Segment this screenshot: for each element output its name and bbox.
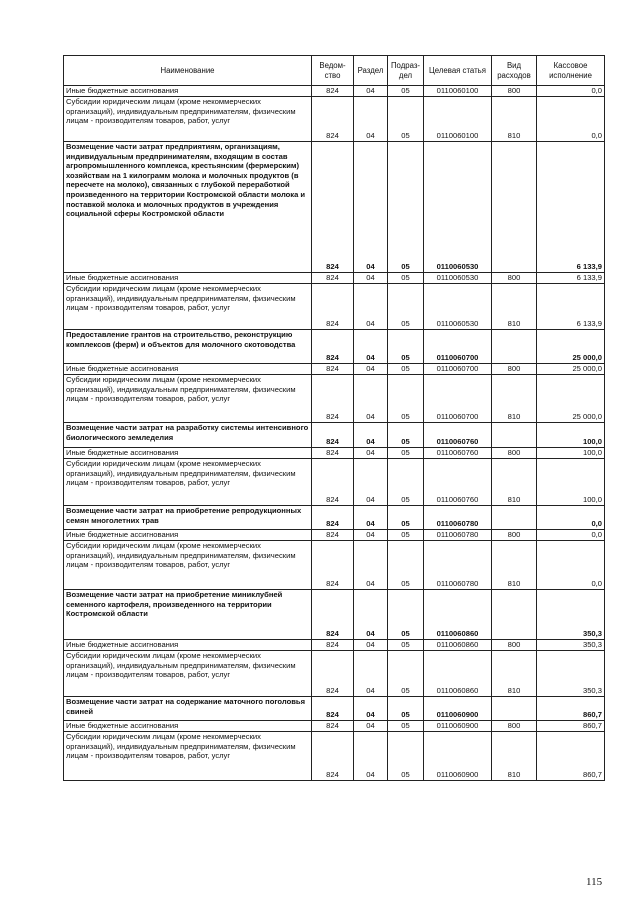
cell-razdel: 04 [354, 423, 388, 448]
table-row [64, 640, 605, 651]
cell-podrazdel: 05 [388, 651, 424, 697]
cell-podrazdel: 05 [388, 423, 424, 448]
cell-name: Субсидии юридическим лицам (кроме некоммерческих организаций), индивидуальным предпринимателям, физическим лицам - производителям товаров, работ, услуг [64, 284, 312, 330]
cell-vid [492, 142, 537, 273]
cell-razdel: 04 [354, 721, 388, 732]
cell-vid: 810 [492, 732, 537, 781]
budget-table [63, 55, 605, 781]
cell-vid: 800 [492, 640, 537, 651]
table-row [64, 732, 605, 781]
cell-razdel: 04 [354, 697, 388, 721]
cell-celevaya: 0110060860 [424, 590, 492, 640]
cell-razdel: 04 [354, 86, 388, 97]
cell-vedom: 824 [312, 423, 354, 448]
cell-celevaya: 0110060900 [424, 721, 492, 732]
header-celevaya: Целевая статья [424, 56, 492, 86]
table-row [64, 651, 605, 697]
table-row [64, 530, 605, 541]
table-row [64, 97, 605, 142]
cell-amount: 25 000,0 [537, 375, 605, 423]
cell-podrazdel: 05 [388, 142, 424, 273]
cell-vid: 800 [492, 364, 537, 375]
header-vedom: Ведом-ство [312, 56, 354, 86]
cell-podrazdel: 05 [388, 273, 424, 284]
cell-celevaya: 0110060760 [424, 459, 492, 506]
table-row [64, 273, 605, 284]
cell-vedom: 824 [312, 330, 354, 364]
cell-vedom: 824 [312, 284, 354, 330]
cell-name: Возмещение части затрат на приобретение миниклубней семенного картофеля, произведенного на территории Костромской области [64, 590, 312, 640]
cell-vedom: 824 [312, 142, 354, 273]
cell-podrazdel: 05 [388, 541, 424, 590]
cell-celevaya: 0110060530 [424, 142, 492, 273]
table-header-row [64, 56, 605, 86]
cell-name: Субсидии юридическим лицам (кроме некоммерческих организаций), индивидуальным предпринимателям, физическим лицам - производителям товаров, работ, услуг [64, 732, 312, 781]
table-row [64, 375, 605, 423]
cell-razdel: 04 [354, 97, 388, 142]
cell-podrazdel: 05 [388, 448, 424, 459]
cell-vedom: 824 [312, 459, 354, 506]
table-row [64, 284, 605, 330]
table-row [64, 541, 605, 590]
cell-razdel: 04 [354, 590, 388, 640]
cell-name: Субсидии юридическим лицам (кроме некоммерческих организаций), индивидуальным предпринимателям, физическим лицам - производителям товаров, работ, услуг [64, 375, 312, 423]
table-row [64, 590, 605, 640]
table-row [64, 86, 605, 97]
cell-vid: 810 [492, 284, 537, 330]
header-razdel: Раздел [354, 56, 388, 86]
cell-podrazdel: 05 [388, 506, 424, 530]
cell-name: Субсидии юридическим лицам (кроме некоммерческих организаций), индивидуальным предпринимателям, физическим лицам - производителям товаров, работ, услуг [64, 651, 312, 697]
cell-vid: 800 [492, 721, 537, 732]
cell-vid [492, 506, 537, 530]
cell-razdel: 04 [354, 375, 388, 423]
cell-vedom: 824 [312, 364, 354, 375]
cell-podrazdel: 05 [388, 590, 424, 640]
cell-celevaya: 0110060780 [424, 506, 492, 530]
cell-amount: 100,0 [537, 459, 605, 506]
cell-razdel: 04 [354, 284, 388, 330]
cell-podrazdel: 05 [388, 364, 424, 375]
table-row [64, 364, 605, 375]
cell-amount: 100,0 [537, 448, 605, 459]
cell-podrazdel: 05 [388, 732, 424, 781]
cell-vid [492, 697, 537, 721]
header-podrazdel: Подраз-дел [388, 56, 424, 86]
table-row [64, 448, 605, 459]
cell-vid [492, 423, 537, 448]
cell-name: Возмещение части затрат на приобретение репродукционных семян многолетних трав [64, 506, 312, 530]
cell-celevaya: 0110060900 [424, 732, 492, 781]
cell-razdel: 04 [354, 142, 388, 273]
cell-celevaya: 0110060780 [424, 530, 492, 541]
cell-razdel: 04 [354, 364, 388, 375]
cell-vid [492, 330, 537, 364]
cell-name: Возмещение части затрат предприятиям, организациям, индивидуальным предпринимателям, входящим в состав агропромышленного комплекса, крестьянским (фермерским) хозяйствам на 1 килограмм молока и молочных продуктов (в пересчете на молоко), связанных с глубокой переработкой произведенного на территории Костромской области молока и поставкой молока и молочных продуктов в учреждения социальной сферы Костромской области [64, 142, 312, 273]
cell-vedom: 824 [312, 530, 354, 541]
cell-amount: 350,3 [537, 640, 605, 651]
cell-celevaya: 0110060860 [424, 651, 492, 697]
cell-razdel: 04 [354, 448, 388, 459]
cell-amount: 0,0 [537, 541, 605, 590]
cell-vid: 800 [492, 86, 537, 97]
cell-razdel: 04 [354, 506, 388, 530]
cell-amount: 0,0 [537, 97, 605, 142]
table-row [64, 423, 605, 448]
table-row [64, 142, 605, 273]
cell-podrazdel: 05 [388, 284, 424, 330]
header-name: Наименование [64, 56, 312, 86]
cell-vedom: 824 [312, 721, 354, 732]
cell-celevaya: 0110060530 [424, 273, 492, 284]
cell-amount: 0,0 [537, 530, 605, 541]
cell-amount: 860,7 [537, 721, 605, 732]
cell-vid: 810 [492, 97, 537, 142]
cell-podrazdel: 05 [388, 459, 424, 506]
cell-podrazdel: 05 [388, 330, 424, 364]
cell-name: Иные бюджетные ассигнования [64, 721, 312, 732]
cell-amount: 0,0 [537, 86, 605, 97]
cell-vedom: 824 [312, 273, 354, 284]
cell-name: Субсидии юридическим лицам (кроме некоммерческих организаций), индивидуальным предпринимателям, физическим лицам - производителям товаров, работ, услуг [64, 541, 312, 590]
cell-amount: 350,3 [537, 651, 605, 697]
cell-name: Возмещение части затрат на содержание маточного поголовья свиней [64, 697, 312, 721]
table-row [64, 330, 605, 364]
cell-vedom: 824 [312, 97, 354, 142]
cell-amount: 860,7 [537, 732, 605, 781]
cell-razdel: 04 [354, 732, 388, 781]
cell-podrazdel: 05 [388, 97, 424, 142]
cell-vid: 810 [492, 541, 537, 590]
cell-name: Иные бюджетные ассигнования [64, 530, 312, 541]
cell-vedom: 824 [312, 640, 354, 651]
cell-vedom: 824 [312, 375, 354, 423]
cell-vedom: 824 [312, 448, 354, 459]
cell-name: Иные бюджетные ассигнования [64, 86, 312, 97]
table-row [64, 697, 605, 721]
cell-razdel: 04 [354, 640, 388, 651]
cell-amount: 6 133,9 [537, 284, 605, 330]
cell-podrazdel: 05 [388, 721, 424, 732]
cell-amount: 6 133,9 [537, 273, 605, 284]
cell-vid: 810 [492, 375, 537, 423]
cell-razdel: 04 [354, 541, 388, 590]
cell-razdel: 04 [354, 530, 388, 541]
header-kassovoe: Кассовое исполнение [537, 56, 605, 86]
cell-celevaya: 0110060700 [424, 330, 492, 364]
cell-name: Предоставление грантов на строительство, реконструкцию комплексов (ферм) и объектов для молочного скотоводства [64, 330, 312, 364]
cell-celevaya: 0110060100 [424, 97, 492, 142]
cell-vedom: 824 [312, 732, 354, 781]
cell-razdel: 04 [354, 330, 388, 364]
cell-vedom: 824 [312, 590, 354, 640]
cell-name: Иные бюджетные ассигнования [64, 640, 312, 651]
cell-name: Иные бюджетные ассигнования [64, 364, 312, 375]
cell-amount: 6 133,9 [537, 142, 605, 273]
cell-name: Иные бюджетные ассигнования [64, 273, 312, 284]
cell-vedom: 824 [312, 651, 354, 697]
cell-celevaya: 0110060700 [424, 364, 492, 375]
cell-podrazdel: 05 [388, 697, 424, 721]
cell-name: Иные бюджетные ассигнования [64, 448, 312, 459]
cell-amount: 0,0 [537, 506, 605, 530]
cell-razdel: 04 [354, 273, 388, 284]
header-vid: Вид расходов [492, 56, 537, 86]
cell-celevaya: 0110060760 [424, 423, 492, 448]
cell-vid: 810 [492, 459, 537, 506]
cell-celevaya: 0110060100 [424, 86, 492, 97]
cell-amount: 350,3 [537, 590, 605, 640]
cell-podrazdel: 05 [388, 375, 424, 423]
cell-celevaya: 0110060700 [424, 375, 492, 423]
cell-vedom: 824 [312, 697, 354, 721]
table-row [64, 506, 605, 530]
table-row [64, 459, 605, 506]
cell-vid: 810 [492, 651, 537, 697]
cell-amount: 100,0 [537, 423, 605, 448]
cell-vid: 800 [492, 273, 537, 284]
cell-celevaya: 0110060860 [424, 640, 492, 651]
table-row [64, 721, 605, 732]
cell-amount: 25 000,0 [537, 330, 605, 364]
cell-vedom: 824 [312, 86, 354, 97]
cell-razdel: 04 [354, 651, 388, 697]
cell-celevaya: 0110060900 [424, 697, 492, 721]
cell-name: Субсидии юридическим лицам (кроме некоммерческих организаций), индивидуальным предпринимателям, физическим лицам - производителям товаров, работ, услуг [64, 97, 312, 142]
cell-vid [492, 590, 537, 640]
cell-amount: 860,7 [537, 697, 605, 721]
page-number: 115 [586, 876, 603, 888]
cell-podrazdel: 05 [388, 640, 424, 651]
cell-vid: 800 [492, 530, 537, 541]
cell-vid: 800 [492, 448, 537, 459]
cell-amount: 25 000,0 [537, 364, 605, 375]
cell-vedom: 824 [312, 541, 354, 590]
cell-celevaya: 0110060760 [424, 448, 492, 459]
cell-podrazdel: 05 [388, 530, 424, 541]
cell-razdel: 04 [354, 459, 388, 506]
cell-name: Возмещение части затрат на разработку системы интенсивного биологического земледелия [64, 423, 312, 448]
cell-podrazdel: 05 [388, 86, 424, 97]
cell-vedom: 824 [312, 506, 354, 530]
cell-celevaya: 0110060780 [424, 541, 492, 590]
cell-celevaya: 0110060530 [424, 284, 492, 330]
cell-name: Субсидии юридическим лицам (кроме некоммерческих организаций), индивидуальным предпринимателям, физическим лицам - производителям товаров, работ, услуг [64, 459, 312, 506]
